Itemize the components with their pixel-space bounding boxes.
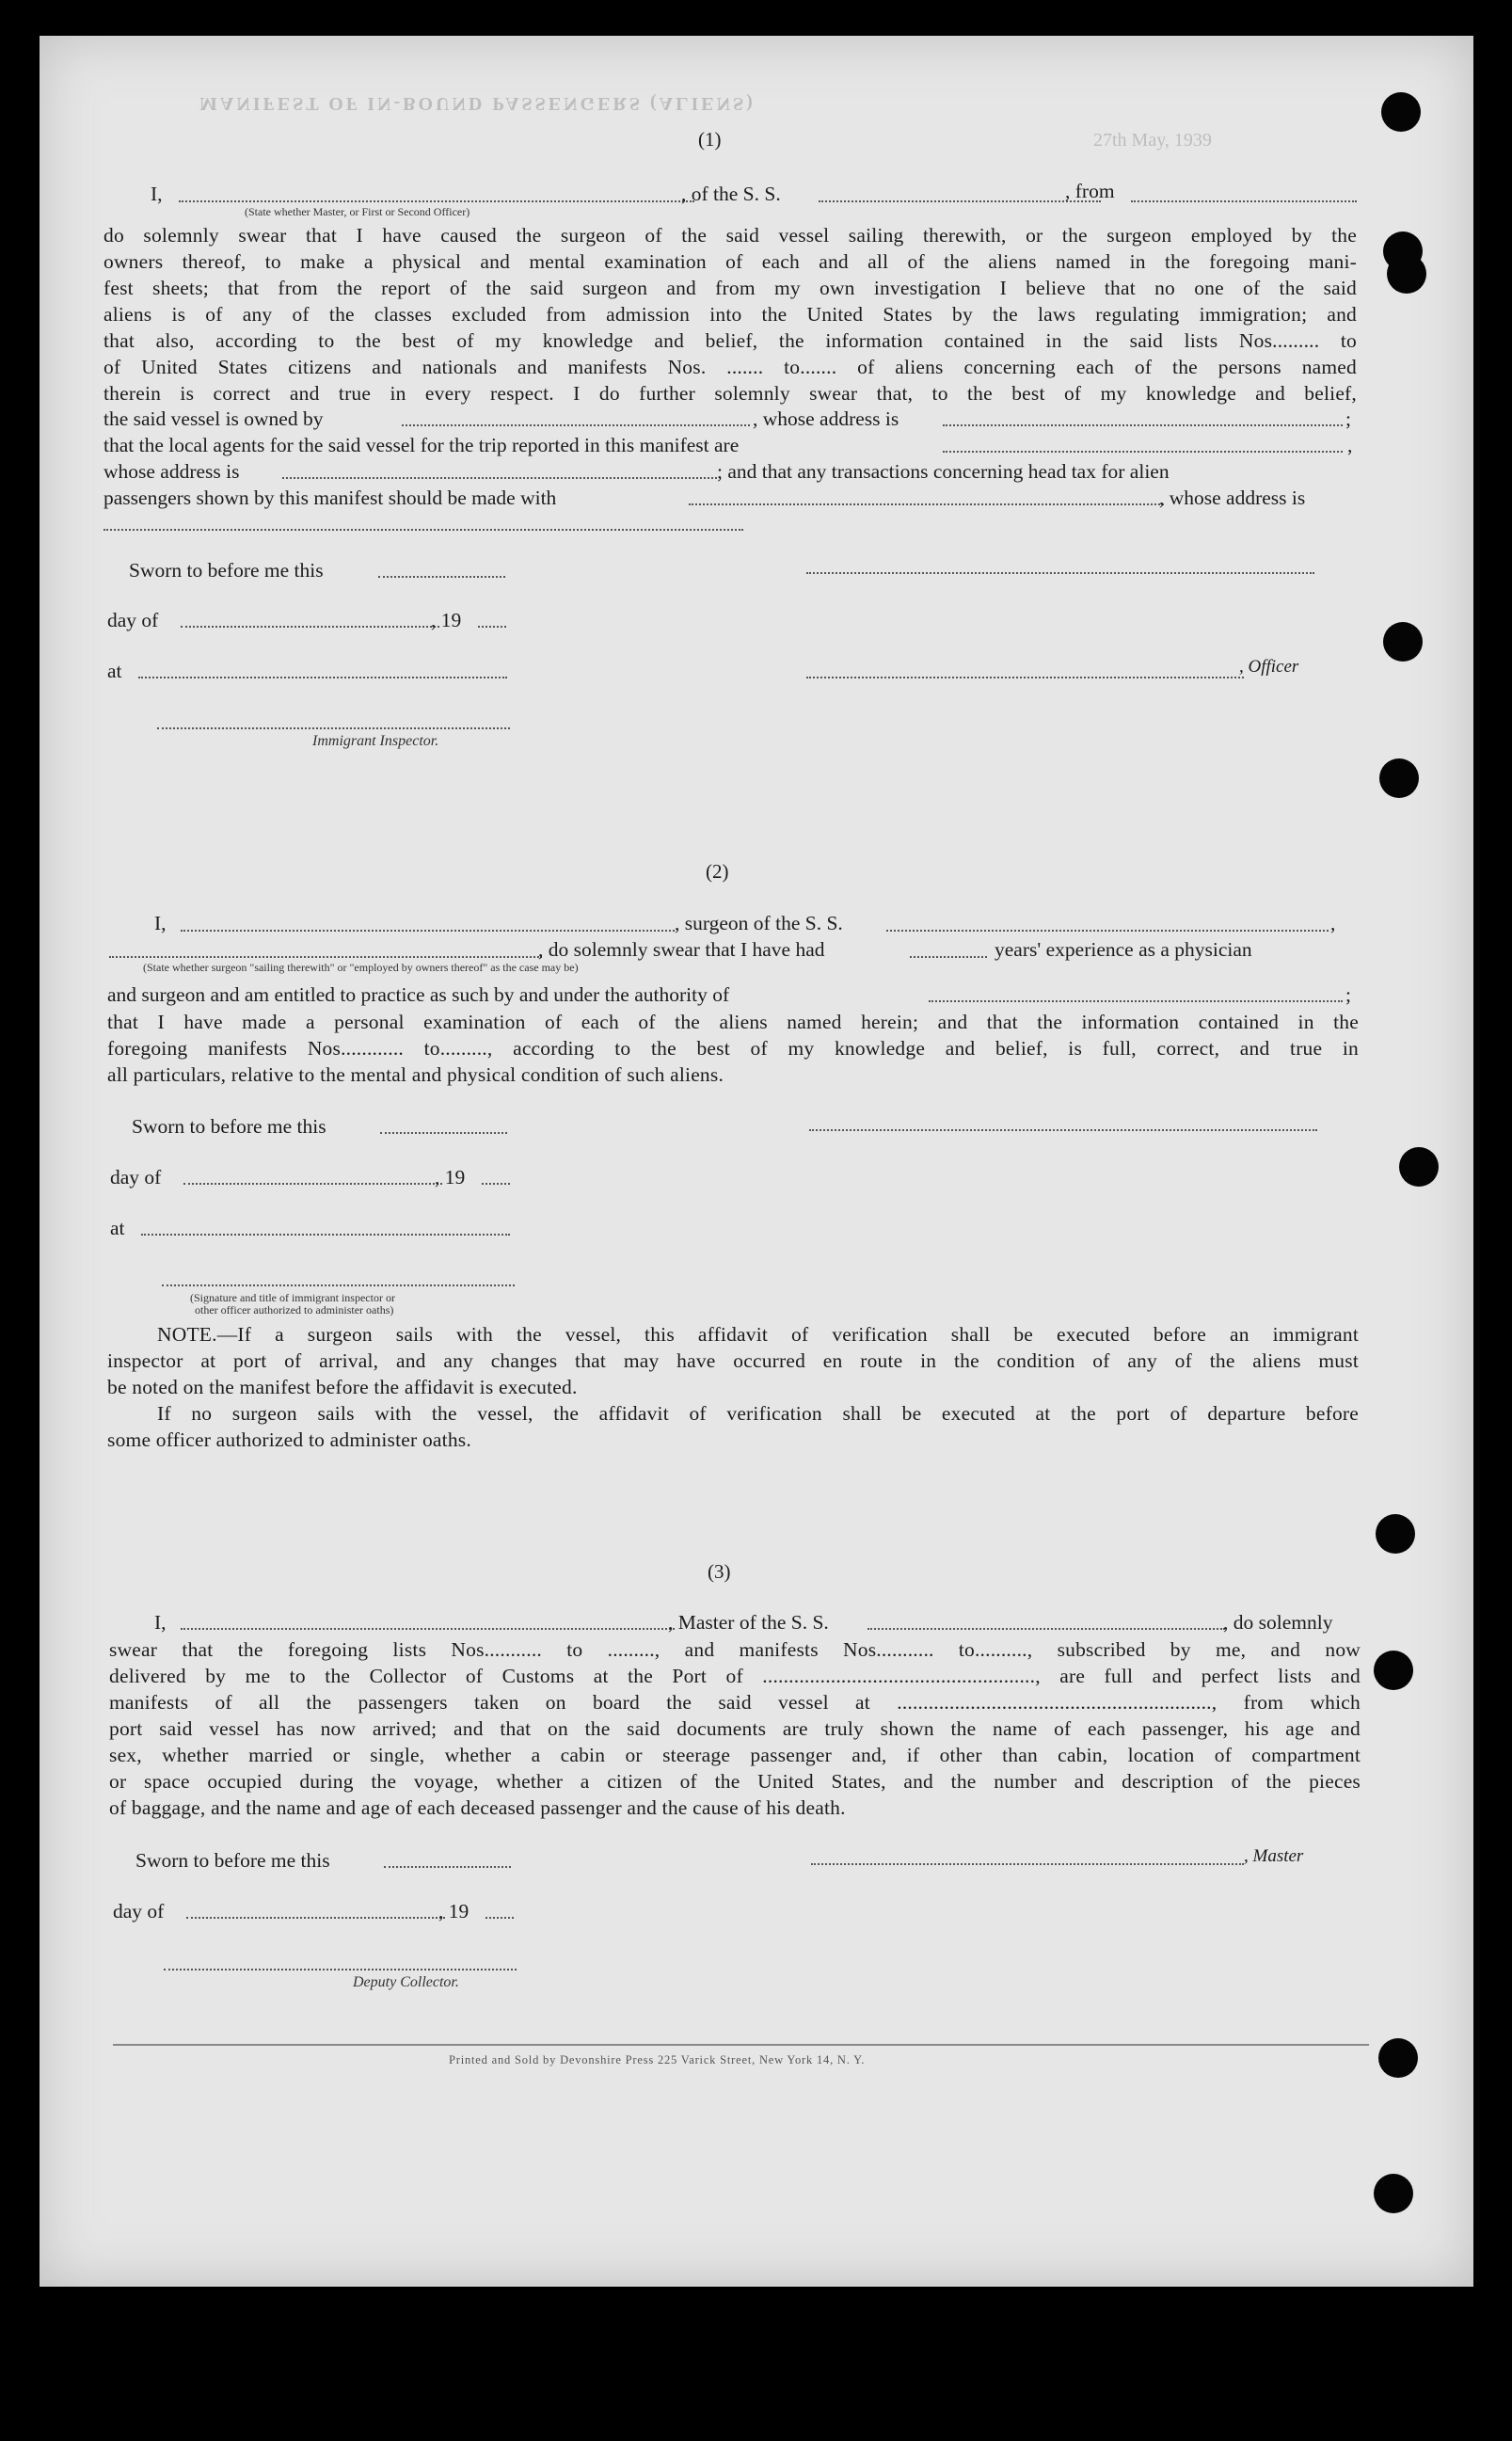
s3-name-field: [181, 1628, 675, 1630]
s1-semicolon: ;: [1345, 407, 1351, 430]
s1-officer-sig-1: [806, 572, 1314, 574]
s3-year: , 19: [438, 1900, 470, 1922]
s2-dayof-field: [183, 1183, 442, 1185]
s3-dayof: day of: [113, 1900, 165, 1922]
s3-deputy-sig: [164, 1969, 517, 1970]
s2-semicolon: ;: [1345, 983, 1351, 1006]
s2-dayof: day of: [110, 1166, 162, 1189]
s1-agents-comma: ,: [1347, 434, 1353, 456]
s2-authority: and surgeon and am entitled to practice as such by and under the authority of: [107, 983, 730, 1006]
s2-sig-caption-2: other officer authorized to administer oaths): [195, 1303, 394, 1316]
s2-surgeon-sig: [809, 1129, 1317, 1131]
s2-years: years' experience as a physician: [995, 938, 1252, 961]
punch-hole: [1381, 92, 1421, 132]
s3-vessel-field: [867, 1628, 1225, 1630]
s1-passengers: passengers shown by this manifest should be made with: [103, 487, 557, 509]
s2-surgeon-of: , surgeon of the S. S.: [675, 912, 843, 934]
punch-hole: [1376, 1514, 1415, 1554]
s1-owned: the said vessel is owned by: [103, 407, 324, 430]
s2-at-field: [141, 1234, 510, 1236]
s1-year: , 19: [431, 609, 462, 631]
section-3-number: (3): [708, 1560, 731, 1583]
s3-line-1: swear that the foregoing lists Nos........... to ........., and manifests Nos........... to.........., subscribed by me, and now: [109, 1638, 1361, 1661]
s2-note-line-3: be noted on the manifest before the affidavit is executed.: [107, 1376, 578, 1398]
s3-sworn: Sworn to before me this: [135, 1849, 330, 1872]
manifest-page: [40, 36, 1473, 2287]
s2-line-3: all particulars, relative to the mental and physical condition of such aliens.: [107, 1063, 724, 1086]
s1-dayof-field: [181, 626, 439, 628]
s1-inspector: Immigrant Inspector.: [312, 733, 439, 749]
s1-line-4: aliens is of any of the classes excluded from admission into the United States by the laws regulating immigration; and: [103, 303, 1357, 326]
s3-master-of: , Master of the S. S.: [668, 1611, 829, 1634]
s3-deputy: Deputy Collector.: [353, 1974, 459, 1990]
s1-at-field: [138, 677, 507, 678]
s1-year-field: [478, 626, 506, 628]
s1-officer-sig-2: [806, 677, 1244, 678]
s1-line-3: fest sheets; that from the report of the said surgeon and from my own investigation I believe that no one of the said: [103, 277, 1357, 299]
s2-comma: ,: [1330, 912, 1336, 934]
printer-imprint: Printed and Sold by Devonshire Press 225 Varick Street, New York 14, N. Y.: [449, 2053, 866, 2066]
s1-agents-field: [943, 451, 1343, 453]
s1-sworn: Sworn to before me this: [129, 559, 324, 582]
s1-owned-address: , whose address is: [753, 407, 899, 430]
punch-hole: [1399, 1147, 1439, 1187]
punch-hole: [1374, 2174, 1413, 2213]
s3-line-6: or space occupied during the voyage, whether a citizen of the United States, and the number and description of the pieces: [109, 1770, 1361, 1793]
s1-line-7: therein is correct and true in every respect. I do further solemnly swear that, to the best of my knowledge and belief,: [103, 382, 1357, 405]
s2-years-field: [910, 956, 987, 958]
s1-dayof: day of: [107, 609, 159, 631]
s1-officer-field: [179, 200, 694, 202]
s2-year-field: [482, 1183, 510, 1185]
s1-officer: , Officer: [1239, 657, 1299, 677]
s2-sub-caption: (State whether surgeon "sailing therewith" or "employed by owners thereof" as the case may be): [143, 961, 579, 974]
s3-line-5: sex, whether married or single, whether a cabin or steerage passenger and, if other than cabin, location of compartment: [109, 1744, 1361, 1766]
s2-swear: , do solemnly swear that I have had: [538, 938, 825, 961]
s1-sub-caption: (State whether Master, or First or Second Officer): [245, 205, 470, 218]
s2-name-field: [181, 930, 675, 932]
s3-line-3: manifests of all the passengers taken on board the said vessel at ............................................................, from which: [109, 1691, 1361, 1714]
s3-master-sig: [811, 1863, 1244, 1865]
s1-agents: that the local agents for the said vessel for the trip reported in this manifest are: [103, 434, 740, 456]
section-2-number: (2): [706, 860, 729, 883]
s1-passengers-field: [689, 503, 1164, 505]
s3-sworn-field: [384, 1866, 511, 1868]
s1-sworn-field: [378, 576, 505, 578]
s1-inspector-sig: [157, 727, 510, 729]
s2-vessel-field: [886, 930, 1329, 932]
s3-solemnly: , do solemnly: [1223, 1611, 1333, 1634]
punch-hole: [1379, 758, 1419, 798]
s1-of-ss: , of the S. S.: [681, 183, 781, 205]
s2-note2-line-2: some officer authorized to administer oaths.: [107, 1428, 471, 1451]
section-1-number: (1): [698, 128, 722, 151]
s2-i: I,: [154, 912, 167, 934]
s3-year-field: [485, 1917, 514, 1919]
s2-authority-field: [929, 1000, 1343, 1002]
s3-i: I,: [154, 1611, 167, 1634]
s1-line-1: do solemnly swear that I have caused the surgeon of the said vessel sailing therewith, or the surgeon employed by the: [103, 224, 1357, 247]
s1-i: I,: [151, 183, 163, 205]
s1-owner-field: [402, 424, 750, 426]
s2-note-line-1: NOTE.—If a surgeon sails with the vessel, this affidavit of verification shall be executed before an immigrant: [157, 1323, 1359, 1346]
punch-hole: [1374, 1651, 1413, 1690]
s2-sworn: Sworn to before me this: [132, 1115, 326, 1138]
s1-from: , from: [1065, 180, 1115, 202]
s3-line-2: delivered by me to the Collector of Customs at the Port of ...................................................., are full and perfect lists and: [109, 1665, 1361, 1687]
bleed-through-title: MANIFEST OF IN-BOUND PASSENGERS (ALIENS): [199, 93, 756, 114]
s2-inspector-sig: [162, 1284, 515, 1286]
s3-line-4: port said vessel has now arrived; and that on the said documents are truly shown the name of each passenger, his age and: [109, 1717, 1361, 1740]
s1-vessel-field: [819, 200, 1101, 202]
s2-year: , 19: [435, 1166, 466, 1189]
footer-rule: [113, 2044, 1369, 2046]
s2-at: at: [110, 1217, 125, 1239]
s1-headtax: ; and that any transactions concerning head tax for alien: [717, 460, 1170, 483]
s1-from-field: [1131, 200, 1357, 202]
punch-hole: [1387, 254, 1426, 294]
s1-last-address-field: [103, 529, 743, 531]
s2-status-field: [109, 956, 542, 958]
s1-at: at: [107, 660, 122, 682]
s2-note2-line-1: If no surgeon sails with the vessel, the affidavit of verification shall be executed at the port of departure before: [157, 1402, 1359, 1425]
punch-hole: [1383, 622, 1423, 662]
punch-hole: [1378, 2038, 1418, 2078]
s2-sworn-field: [380, 1132, 507, 1134]
s1-line-2: owners thereof, to make a physical and mental examination of each and all of the aliens named in the foregoing mani-: [103, 250, 1357, 273]
s1-whose-field: [282, 477, 717, 479]
s1-line-5: that also, according to the best of my knowledge and belief, the information contained in the said lists Nos......... to: [103, 329, 1357, 352]
s3-line-7: of baggage, and the name and age of each deceased passenger and the cause of his death.: [109, 1796, 846, 1819]
s1-whose: whose address is: [103, 460, 240, 483]
s2-line-2: foregoing manifests Nos............ to........., according to the best of my knowledge and belief, is full, correct, and true in: [107, 1037, 1359, 1060]
s3-master: , Master: [1244, 1846, 1304, 1866]
s2-sig-caption-1: (Signature and title of immigrant inspector or: [190, 1291, 395, 1304]
s3-dayof-field: [186, 1917, 445, 1919]
s1-passengers-address: , whose address is: [1159, 487, 1306, 509]
s2-line-1: that I have made a personal examination of each of the aliens named herein; and that the information contained in the: [107, 1011, 1359, 1033]
s2-note-line-2: inspector at port of arrival, and any changes that may have occurred en route in the condition of any of the aliens must: [107, 1349, 1359, 1372]
bleed-through-date: 27th May, 1939: [1093, 130, 1212, 151]
s1-line-6: of United States citizens and nationals and manifests Nos. ....... to....... of aliens concerning each of the persons named: [103, 356, 1357, 378]
s1-owner-address-field: [943, 424, 1343, 426]
